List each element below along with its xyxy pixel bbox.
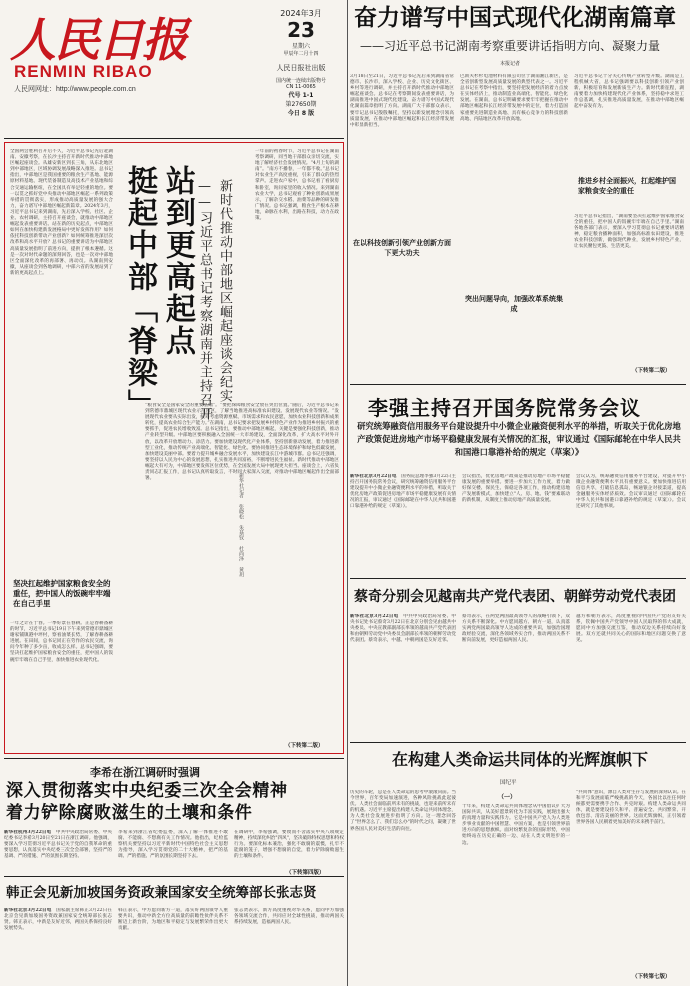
top-right-article	[350, 0, 686, 385]
top-right-subhead: ——习近平总书记湖南考察重要讲话指明方向、凝聚力量	[360, 39, 661, 53]
cai-qi-headline: 蔡奇分别会见越南共产党代表团、朝鲜劳动党代表团	[354, 589, 676, 605]
li-xi-headline-1: 深入贯彻落实中央纪委三次全会精神	[6, 781, 288, 801]
issue-number: 第27650期	[285, 101, 317, 108]
li-xi-dateline: 新华社杭州3月22日电	[4, 830, 52, 835]
lead-headline-sub-2: ——习近平总书记考察湖南并主持召开	[197, 179, 212, 421]
commentary-body-1: 历史的车轮，总是在人类命运的思考中滚滚向前。当今世界，百年变局加速演进，各种风险挑战此起彼伏。人类社会面临前所未有的挑战，也迎来前所未有的机遇。习近平主席提出构建人类命运共同体理念，为人类社会发展进步指明了方向。这一理念回答了"世界怎么了、我们怎么办"的时代之问，凝聚了世界各国人民对美好生活的向往。	[350, 790, 456, 832]
lead-headline-sub-1: 新时代推动中部地区崛起座谈会纪实	[217, 179, 232, 403]
lead-body-col-3: 一年前的初春时节，习近平总书记在湖南考察调研，同当地干部群众亲切交流，实地了解经济社会发展情况。“4月上旬的湖南”。“南方不播春，一年都不收。”总书记对农业生产高度重视，引来了群众的热烈掌声。走进农户家中，总书记看了看厨房和卧室，询问家里的收入情况。来到湖南农业大学，总书记观看了种业创新成果展示，了解杂交水稻、油菜等品种的研发推广情况。总书记强调，粮食生产根本在耕地，命脉在水利，出路在科技，动力在政策。	[255, 149, 339, 222]
top-right-headline: 奋力谱写中国式现代化湖南篇章	[354, 5, 676, 31]
top-right-col-2: 巴斯夫杉杉电池材料有限公司位于湖南湘江新区，是全省创新型发展高质量发展的典型代表之一。习近平总书记在考察中指出，要坚持把发展经济的着力点放在实体经济上，推动制造业高端化、智能化、绿色化发展。在湖南，总书记明确要求要牢牢把握在推动中部地区崛起和长江经济带发展中的定位，着力打造国家重要先进制造业高地、具有核心竞争力的科技创新高地、内陆地区改革开放高地。	[460, 74, 568, 122]
lead-body-col-1: 全国两会胜利召开后不久，习近平总书记先后赴湖南、安徽考察，在长沙主持召开新时代推动中部地区崛起座谈会。从雄安新区到长三角，从东北地区到中部地区，区域协调发展战略深入推进。总书记指出，中部地区是我国重要的粮食生产基地、能源原材料基地、现代装备制造及高技术产业基地和综合交通运输枢纽，在全国具有举足轻重的地位。要一以贯之抓好党中央推动中部地区崛起一系列政策举措的贯彻落实，形成推动高质量发展的强大合力，奋力谱写中部地区崛起新篇章。2024年3月，习近平总书记来到湖南，先后深入学校、社区、企业、农村调研，主持召开座谈会，就推动中部地区崛起发表重要讲话。站在新的历史起点，中部地区如何在加快构建新发展格局中更好发挥作用？如何依托科技创新带动产业创新？如何统筹推进深层次改革和高水平开放？总书记的重要讲话为中部地区高质量发展指明了前进方向，提供了根本遵循。这是一次对时代命题的深刻回答，也是一次对中部地区全面深化改革的再部署、再动员。从湖南到安徽，从座谈会到各地调研，中部六省的发展站到了新的更高起点上。	[10, 149, 113, 276]
lead-body-col-4: “粮食安全是国家安全的重要基础”。“要把保障粮食安全放在突出位置。”随后，习近平总书记来到常德市鼎城区现代农业示范园区，了解当地推进高标准农田建设、发展现代农业等情况。“发展现代农业要从实际出发，统筹考虑资源禀赋、市场需求和农民意愿，加快农业科技创新和成果转化，提高农业综合生产能力。”在湖南，总书记要求把发展乡村特色产业作为推进乡村振兴的重要抓手，促进农民增收致富。总书记指出，要推动中部地区崛起，关键是要强化科技创新，推动产业转型升级。中部地区要积极融入全国统一大市场建设，全面深化改革，扩大高水平对外开放，以改革开放增动力、添活力。要加快建设现代化产业体系，坚持创新驱动发展，着力推进新型工业化，推动传统产业高端化、智能化、绿色化。要协同推进生态环境保护和绿色低碳发展，加快建设美丽中部。要着力提升城乡融合发展水平，加快建设长江中游城市群。总书记还强调，要坚持以人民为中心的发展思想，扎实推进共同富裕，不断增进民生福祉。新时代推动中部地区崛起大有可为，中部地区要发挥区位优势，在全国发展大局中展现更大担当。座谈会上，六省负责同志汇报工作，总书记认真听取发言，不时同大家深入交流，对推动中部地区崛起作出全面部署。	[145, 403, 339, 482]
han-zheng-body-2: 韩正表示，中方愿同新方一道，落实好两国领导人重要共识，推动中新全方位高质量的前瞻性伙伴关系不断迈上新台阶，为地区和平稳定与发展繁荣作出更大贡献。	[118, 908, 228, 932]
commentary-section: （一）	[498, 794, 517, 801]
postal-code: 代号 1-1	[288, 92, 314, 99]
han-zheng-body-1: 新华社北京3月22日电 国家副主席韩正3月22日在北京会见新加坡国务资政兼国家安全统筹部长张志贤。韩正表示，中新是友好近邻，两国关系保持良好发展势头。	[4, 908, 112, 932]
li-qiang-body-2: 会议指出，优化房地产政策是推动房地产市场平稳健康发展的重要举措。要进一步加大工作力度，着力做好保交楼、保民生、保稳定各项工作，推动构建房地产发展新模式，加快建立"人、房、地、钱"要素联动的新机制，从制度上推动房地产高质量发展。	[462, 474, 570, 504]
li-xi-headline-2: 着力铲除腐败滋生的土壤和条件	[6, 803, 253, 823]
lunar-date: 甲辰年二月十四	[283, 51, 319, 57]
masthead-romanization: RENMIN RIBAO	[14, 62, 153, 81]
li-qiang-dateline: 新华社北京3月22日电	[350, 474, 397, 479]
newspaper-logo: 人民日报	[10, 13, 186, 67]
commentary-body-2: 十年来，构建人类命运共同体理念从中国倡议扩大为国际共识，从美好愿景转化为丰富实践，展现出强大的真理力量和实践伟力。它是中国共产党人为人类进步事业贡献的中国智慧、中国方案，也是引领世界前进方向的思想旗帜。面对纷繁复杂的国际形势，中国始终站在历史正确的一边、站在人类文明进步的一边。	[462, 804, 570, 846]
masthead	[0, 0, 345, 140]
li-qiang-headline: 李强主持召开国务院常务会议	[368, 396, 641, 420]
lead-continue: （下转第二版）	[285, 743, 324, 749]
lead-headline-main-1: 站到更高起点	[160, 165, 195, 357]
cn-code-label: 国内统一连续出版物号	[275, 78, 326, 84]
top-right-col-3: 习近平总书记十分关心传统产业转型升级。湖南是工程机械大省，总书记强调要以科技创新引领产业创新，积极培育和发展新质生产力。新时代新征程，湖南要着力加快构建现代化产业体系，坚持稳中求进工作总基调，扎实推进高质量发展，在推动中部地区崛起中奋发有为。	[574, 74, 684, 110]
masthead-url: 人民网网址：http://www.people.com.cn	[14, 86, 136, 93]
cai-qi-article	[350, 582, 686, 742]
box-1-title: 在以科技创新引领产业创新方面下更大功夫	[353, 239, 451, 257]
date-day: 23	[287, 18, 315, 42]
li-xi-continue: （下转第四版）	[286, 870, 325, 876]
han-zheng-article	[4, 878, 344, 984]
cai-qi-body-1: 新华社北京3月22日电 中共中央政治局常委、中央书记处书记蔡奇3月22日在北京分别会见由越共中央委员、中央宣教部副部长率领的越南共产党代表团和由朝鲜劳动党中央委员会副部长率领的朝鲜劳动党代表团。蔡奇表示，中越、中朝两国是友好近邻。	[350, 614, 456, 644]
lead-headline-main-2: 挺起中部「脊梁」	[122, 165, 157, 421]
top-right-col-1: 3月18日至21日，习近平总书记先后来到湖南省常德市、长沙市，深入学校、企业、历史文化街区、乡村等进行调研，并主持召开新时代推动中部地区崛起座谈会。总书记在考察期间发表重要讲话，为湖南推进中国式现代化建设、奋力谱写中国式现代化湖南篇章指明了方向。湖南广大干部群众表示，要牢记总书记殷殷嘱托，坚持以新发展理念引领高质量发展，在推动中部地区崛起和长江经济带发展中彰显新担当。	[350, 74, 454, 128]
date-block	[265, 8, 337, 117]
li-qiang-article	[350, 388, 686, 576]
cai-qi-body-2: 蔡奇表示，在两党两国最高领导人的战略引领下，双方关系不断深化。中方愿同越方、朝方一道，认真落实两党两国最高领导人达成的重要共识，加强治国理政经验交流，深化各领域务实合作，推动两国关系不断向前发展，更好造福两国人民。	[462, 614, 570, 644]
li-qiang-body-1: 新华社北京3月22日电 国务院总理李强3月22日主持召开国务院常务会议，研究统筹融资信用服务平台建设提升中小微企业融资便利水平的举措，听取关于优化房地产政策促进房地产市场平稳健康发展有关情况的汇报，审议通过《国际邮轮在中华人民共和国港口靠港补给的规定（草案）》。	[350, 474, 456, 510]
box-2-title: 突出问题导向，加强改革系统集成	[465, 295, 563, 313]
top-right-continue: （下转第二版）	[632, 368, 671, 374]
cai-qi-body-3: 越方和朝方表示，高度重视同中国共产党的友好关系，钦佩中国共产党领导中国人民取得的伟大成就，愿同中方加强交流互鉴，推动双边关系持续向好发展。双方还就共同关心的国际和地区问题交换了意见。	[576, 614, 686, 644]
han-zheng-dateline: 新华社北京3月22日电	[4, 908, 52, 913]
li-xi-body-3: 在调研中，李希强调，要锲而不舍落实中央八项规定精神，持续深化纠治"四风"，坚决破除特权思想和特权行为。要深化标本兼治，强化不敢腐的震慑，扎牢不能腐的笼子，增强不想腐的自觉，着力铲除腐败滋生的土壤和条件。	[234, 830, 344, 860]
li-xi-body-2: 李希来到浙江省纪委监委，深入了解一体推进不敢腐、不能腐、不想腐有关工作情况。他指出，纪检监察机关要坚持以习近平新时代中国特色社会主义思想为指导，深入学习贯彻党的二十大精神，把严的基调、严的措施、严的氛围长期坚持下去。	[118, 830, 228, 860]
commentary-continue: （下转第七版）	[632, 974, 671, 980]
li-qiang-subhead: 研究统筹融资信用服务平台建设提升中小微企业融资便利水平的举措，听取关于优化房地产政策促进房地产市场平稳健康发展有关情况的汇报，审议通过《国际邮轮在中华人民共和国港口靠港补给的规定（草案）》	[357, 421, 681, 457]
page-count: 今日 8 版	[287, 110, 315, 117]
commentary-article	[350, 746, 686, 984]
li-xi-kicker: 李希在浙江调研时强调	[90, 766, 200, 779]
commentary-byline: 国纪平	[500, 780, 517, 786]
li-qiang-body-3: 会议认为，统筹融资信用服务平台建设，对提升中小微企业融资便利水平具有重要意义。要加快推进信用信息共享，打破信息孤岛，畅通银企对接渠道，提高金融服务实体经济质效。会议审议通过《国际邮轮在中华人民共和国港口靠港补给的规定（草案）》。会议还研究了其他事项。	[576, 474, 686, 510]
top-right-byline: 本报记者	[500, 61, 521, 67]
lead-sidebar-title: 坚决扛起维护国家粮食安全的重任，把中国人的饭碗牢牢端在自己手里	[13, 579, 111, 608]
lead-body-col-2: 一年之计在于春。一季好景在春耕。正是春耕备耕的时节，习近平总书记19日下午来到常德市鼎城区谢家铺镇港中坪村，察看油菜长势，了解春耕备耕进展。在田间，总书记同正在劳作的农民交流，询问今年种了多少亩，收成怎么样。总书记强调，要坚决扛起维护国家粮食安全的重任，把中国人的饭碗牢牢端在自己手里，加快推进农业现代化。	[10, 621, 113, 663]
han-zheng-body-3: 张志贤表示，新方高度重视对华关系，愿同中方加强各领域交流合作，共同应对全球性挑战，推动两国关系持续发展，造福两国人民。	[234, 908, 344, 926]
li-xi-article	[4, 760, 344, 876]
li-xi-body-1: 新华社杭州3月22日电 中共中央政治局常委、中央纪委书记李希3月20日至21日在浙江调研。他强调，要深入学习贯彻习近平总书记关于党的自我革命的重要思想，认真落实中央纪委三次全会部署，坚持严的基调、严的措施、严的氛围长期坚持。	[4, 830, 112, 860]
top-right-col-3b: 习近平总书记指出，“湖南要坚决扛起维护国家粮食安全的重任，把中国人的饭碗牢牢端在自己手里。”湖南各地各部门表示，要深入学习贯彻总书记重要讲话精神，稳定粮食播种面积，加强高标准农田建设，推进农业科技创新，做强现代种业，发展乡村特色产业，让农民腰包更鼓、生活更美。	[574, 214, 684, 250]
cai-qi-dateline: 新华社北京3月22日电	[350, 614, 399, 619]
box-3-title: 推进乡村全面振兴，扛起维护国家粮食安全的重任	[578, 177, 676, 195]
weekday: 星期六	[291, 43, 310, 50]
publisher: 人民日报社出版	[276, 64, 326, 72]
lead-story	[4, 142, 344, 754]
han-zheng-headline: 韩正会见新加坡国务资政兼国家安全统筹部长张志贤	[6, 885, 317, 901]
commentary-body-3: "共同体"意识，源自人类对生存与发展的深刻认识。在和平与发展面临严峻挑战的今天，各国比以往任何时候都更需要携手合作、共克时艰。构建人类命运共同体，就是要建设持久和平、普遍安全、共同繁荣、开放包容、清洁美丽的世界。这面光辉旗帜，正引领着世界各国人民朝着更加美好的未来携手前行。	[576, 790, 686, 826]
date-year-month: 2024年3月	[280, 9, 322, 18]
commentary-headline: 在构建人类命运共同体的光辉旗帜下	[391, 750, 648, 769]
lead-byline: 新华社记者 张晓松 朱基钗 杜尚泽 黄玥	[238, 473, 244, 577]
cn-number: CN 11-0065	[286, 84, 316, 90]
